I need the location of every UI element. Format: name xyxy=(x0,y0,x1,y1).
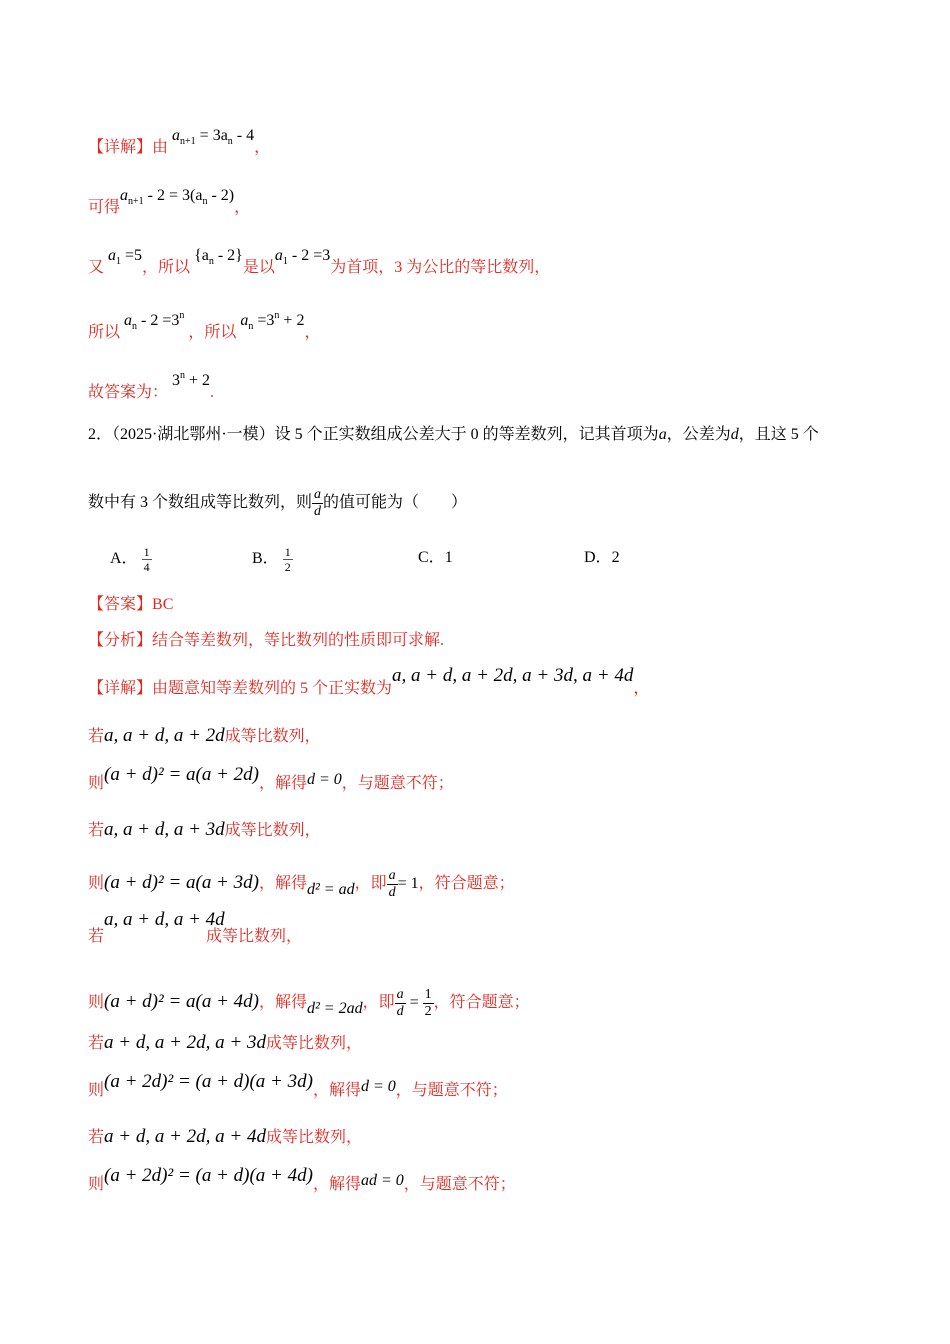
formula-part: a xyxy=(172,127,181,144)
formula-result: d² = 2ad xyxy=(307,1000,363,1018)
text: ，与题意不符； xyxy=(341,775,454,792)
prev-detail-line-2 xyxy=(88,187,251,224)
option-fraction xyxy=(142,545,152,574)
formula-general-1 xyxy=(124,310,185,332)
var: d xyxy=(730,426,739,443)
option-label: D． xyxy=(584,549,612,566)
formula-part: a xyxy=(274,247,283,264)
formula-sub: 1 xyxy=(116,256,122,267)
text: 可得 xyxy=(88,199,121,216)
case-2-if xyxy=(88,820,321,841)
question-text: （2025·湖北鄂州·一模）设 5 个正实数组成公差大于 0 的等差数列，记其首项为 xyxy=(112,426,659,443)
analysis-label: 【分析】 xyxy=(88,632,153,649)
text: ，解得 xyxy=(258,994,307,1012)
text: 成等比数列， xyxy=(265,1129,362,1146)
analysis-line xyxy=(88,631,444,651)
case-4-if xyxy=(88,1033,362,1054)
question-text: 数中有 3 个数组成等比数列，则 xyxy=(88,494,313,512)
case-2-then xyxy=(88,868,515,901)
formula-terms: a + d, a + 2d, a + 4d xyxy=(104,1126,266,1147)
formula-terms: a + d, a + 2d, a + 3d xyxy=(104,1032,266,1053)
text: 所以 xyxy=(88,324,121,341)
fraction-den: 2 xyxy=(424,1004,432,1019)
fraction-den: 4 xyxy=(143,560,150,574)
fraction-num: 1 xyxy=(143,545,150,559)
text: ， xyxy=(304,324,321,341)
question-text: ，且这 5 个 xyxy=(738,426,819,443)
question-line-1 xyxy=(88,425,819,445)
formula-result: = 1 xyxy=(397,875,419,893)
text: 是以 xyxy=(242,259,275,276)
formula-part: a xyxy=(240,312,249,329)
formula-sub: n+1 xyxy=(180,136,196,147)
fraction-num: a xyxy=(388,868,396,883)
text: ，解得 xyxy=(258,875,307,893)
text: 若 xyxy=(88,1035,105,1052)
fraction-den: 2 xyxy=(284,560,291,574)
formula-sup: n xyxy=(180,370,186,381)
formula-first-term xyxy=(274,247,331,267)
prev-detail-line-1 xyxy=(88,127,271,164)
formula-seq xyxy=(194,247,243,267)
text: 则 xyxy=(88,775,105,792)
text: 则 xyxy=(88,994,105,1012)
text: ，符合题意； xyxy=(433,994,530,1012)
answer-label: 【答案】 xyxy=(88,596,153,613)
question-text: ，公差为 xyxy=(666,426,731,443)
prev-answer-line xyxy=(88,370,215,403)
text: ，所以 xyxy=(142,259,191,276)
case-3-if xyxy=(88,927,302,947)
case-5-if xyxy=(88,1127,362,1148)
option-label: B． xyxy=(252,550,279,568)
formula-a1 xyxy=(108,247,143,267)
option-b[interactable] xyxy=(252,545,293,574)
formula-five-terms: a, a + d, a + 2d, a + 3d, a + 4d xyxy=(392,665,634,686)
text: ，解得 xyxy=(312,1082,361,1099)
formula-terms: a, a + d, a + 2d xyxy=(104,725,225,746)
text: ，即 xyxy=(354,875,387,893)
text: ，符合题意； xyxy=(418,875,515,893)
formula-part: {a xyxy=(194,247,209,264)
formula-transform xyxy=(120,187,235,207)
formula-recurrence xyxy=(172,127,255,147)
text: 成等比数列， xyxy=(224,822,321,839)
question-text: 的值可能为（ ） xyxy=(323,494,468,512)
fraction-num: 1 xyxy=(284,545,291,559)
question-line-2 xyxy=(88,487,467,520)
formula-part: =3 xyxy=(257,312,275,329)
prev-detail-line-3 xyxy=(88,247,551,284)
detail-label: 【详解】 xyxy=(88,680,153,697)
text: ，所以 xyxy=(188,324,237,341)
option-value: 1 xyxy=(444,549,453,566)
fraction-a-over-d xyxy=(312,487,323,520)
formula-part: - 2 =3 xyxy=(141,312,180,329)
formula-terms: a, a + d, a + 4d xyxy=(104,909,225,930)
detail-line xyxy=(88,665,650,699)
formula-part: a xyxy=(108,247,117,264)
formula-part: a xyxy=(120,187,129,204)
text: 成等比数列， xyxy=(265,1035,362,1052)
formula-result: d = 0 xyxy=(360,1078,396,1095)
formula-part: = 3a xyxy=(199,127,228,144)
fraction-a-over-d xyxy=(387,868,398,901)
formula-sub: n xyxy=(248,321,254,332)
formula-equation: (a + d)² = a(a + 4d) xyxy=(104,991,259,1013)
formula-terms: a, a + d, a + 3d xyxy=(104,819,225,840)
formula-result: d = 0 xyxy=(307,771,342,788)
case-1-then xyxy=(88,764,454,794)
detail-label: 【详解】 xyxy=(88,139,153,156)
fraction-den: d xyxy=(388,885,396,900)
formula-part: - 4 xyxy=(236,127,255,144)
formula-sub: n xyxy=(227,136,233,147)
text: ，解得 xyxy=(258,775,307,792)
text: . xyxy=(210,384,215,401)
formula-part: =5 xyxy=(125,247,143,264)
text: ，与题意不符； xyxy=(395,1082,508,1099)
text: 成等比数列， xyxy=(206,928,303,945)
option-fraction xyxy=(283,545,293,574)
text: 则 xyxy=(88,1176,105,1193)
fraction-den: d xyxy=(314,504,322,519)
text: 故答案为： xyxy=(88,384,169,401)
text: ，解得 xyxy=(312,1176,361,1193)
fraction-a-over-d xyxy=(395,987,406,1020)
formula-result: ad = 0 xyxy=(360,1172,404,1189)
case-4-then xyxy=(88,1071,508,1101)
formula-part: - 2 =3 xyxy=(291,247,331,264)
prev-detail-line-4 xyxy=(88,310,321,349)
formula-sub: 1 xyxy=(282,256,288,267)
fraction-one-half xyxy=(423,987,434,1020)
answer-line xyxy=(88,595,173,615)
formula-part: 3 xyxy=(172,372,181,389)
text: 若 xyxy=(88,728,105,745)
option-d[interactable] xyxy=(584,548,620,568)
text: 由 xyxy=(152,139,169,156)
formula-part: - 2} xyxy=(217,247,243,264)
fraction-num: a xyxy=(314,487,322,502)
text: ，与题意不符； xyxy=(403,1176,516,1193)
formula-equation: (a + 2d)² = (a + d)(a + 3d) xyxy=(104,1071,313,1092)
text: ， xyxy=(254,139,271,156)
formula-sub: n+1 xyxy=(128,196,144,207)
fraction-num: 1 xyxy=(424,987,432,1002)
formula-equation: (a + 2d)² = (a + d)(a + 4d) xyxy=(104,1165,313,1186)
text: 又 xyxy=(88,259,105,276)
option-a[interactable] xyxy=(110,545,152,574)
text: ， xyxy=(633,680,650,697)
formula-sub: n xyxy=(132,321,138,332)
formula-part: + 2 xyxy=(283,312,305,329)
option-label: A． xyxy=(110,550,138,568)
text: 则 xyxy=(88,1082,105,1099)
formula-sub: n xyxy=(202,196,208,207)
var: a xyxy=(658,426,667,443)
text: 为首项，3 为公比的等比数列， xyxy=(330,259,551,276)
text: 则 xyxy=(88,875,105,893)
option-label: C． xyxy=(418,549,445,566)
case-1-if xyxy=(88,726,321,747)
text: 若 xyxy=(88,928,105,945)
answer-value: BC xyxy=(152,596,174,613)
fraction-num: a xyxy=(396,987,404,1002)
formula-part: + 2 xyxy=(189,372,211,389)
text: ， xyxy=(234,199,251,216)
formula-sup: n xyxy=(179,310,185,321)
text: 若 xyxy=(88,822,105,839)
case-3-then: 则(a + d)² = a(a + 4d)，解得d² = 2ad，即 $\frac{a}{d}$ = $\frac{1}{2}$ ，符合题意； xyxy=(88,987,530,1019)
formula-part: a xyxy=(124,312,133,329)
question-number: 2． xyxy=(88,426,113,443)
analysis-text: 结合等差数列，等比数列的性质即可求解. xyxy=(152,632,445,649)
formula-result: d² = ad xyxy=(307,881,355,899)
formula-part: - 2) xyxy=(211,187,235,204)
formula-part: - 2 = 3(a xyxy=(147,187,203,204)
text: ，即 xyxy=(362,994,395,1012)
formula-answer xyxy=(172,372,210,389)
option-value: 2 xyxy=(611,549,620,566)
option-c[interactable] xyxy=(418,548,453,568)
formula-sup: n xyxy=(274,310,280,321)
formula-sub: n xyxy=(208,256,214,267)
case-5-then xyxy=(88,1165,516,1195)
formula-equation: (a + d)² = a(a + 3d) xyxy=(104,872,259,894)
fraction-den: d xyxy=(396,1004,404,1019)
text: 若 xyxy=(88,1129,105,1146)
detail-text: 由题意知等差数列的 5 个正实数为 xyxy=(152,680,393,697)
formula-equation: (a + d)² = a(a + 2d) xyxy=(104,764,259,785)
text: 成等比数列， xyxy=(224,728,321,745)
formula-general-2 xyxy=(240,310,305,332)
